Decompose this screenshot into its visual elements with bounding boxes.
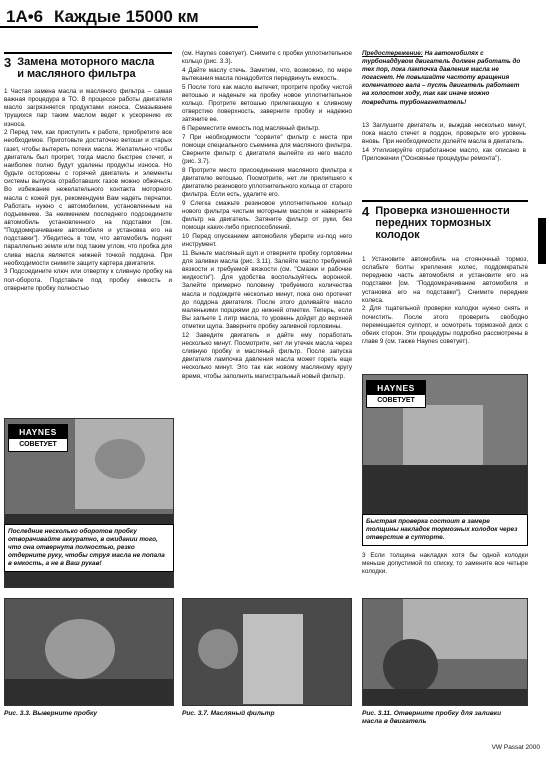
paragraph: 3 Если толщина накладки хотя бы одной колодки меньше допустимой по списку, то замените все четыре колодки. — [362, 552, 528, 576]
section-number: 3 — [4, 55, 12, 70]
section-title: Проверка изношенности — [375, 205, 510, 217]
paragraph: 8 Протрите место присоединения масляного фильтра к двигателю ветошью. Посмотрите, нет ли прилипшего к двигателю резинового уплотнительного кольца от старого фильтра. Если есть, удалите его. — [182, 166, 352, 199]
section-rule — [362, 200, 528, 202]
header-bar — [0, 2, 258, 28]
section-number: 4 — [362, 204, 370, 219]
paragraph: 1 Установите автомобиль на стояночный тормоз, ослабьте болты крепления колес, поддомкратьте переднюю часть автомобиля и установите его на подставки [см. "Поддомкрачивание автомобиля и установка его на подставки"]. Снимите передние колеса. — [362, 256, 528, 304]
section-4-heading — [362, 205, 528, 241]
chapter-side-tab — [538, 218, 546, 264]
figure-3-3-caption: Рис. 3.3. Выверните пробку — [4, 710, 98, 717]
page-header — [0, 0, 550, 38]
haynes-tip-text-left: Последние несколько оборотов пробку отворачивайте аккуратно, в ожидании того, что она отвернута полностью, резко отдерните руку, чтобы струя масла не попала в емкость, а не в Ваш рукав! — [4, 524, 174, 572]
figure-3-7-photo — [182, 598, 352, 706]
paragraph: 2 Перед тем, как приступить к работе, приобретите все необходимое. Приготовьте достаточно ветоши и старых газет, чтобы вытереть потеки масла. Желательно чтобы двигатель был прогрет, тогда масло быстрее стечет, и наиболее полно будут удалены продукты износа. Но будьте осторожны с горячей двигатель и элементы системы выпуска отработавших газов можно обжечься. Во избежание нежелательного контакта моторного масла с кожей рук, рекомендуем Вам надеть перчатки. Работать нужно с автомобилем, установленным на подъемнике. За неимением последнего подсоедините автомобиль установленного на подставки [см. "Поддомкрачивание автомобиля и установка его на подставки"]. Убедитесь в том, что автомобиль поднят параллельно земле или под таким углом, что пробка для слива масла является нижней точкой поддона. При необходимости снимите защиту картера двигателя. — [4, 129, 172, 267]
paragraph: 4 Дайте маслу стечь. Заметим, что, возможно, по мере вытекания масла понадобится передвинуть емкость. — [182, 66, 352, 82]
paragraph: 10 Перед опусканием автомобиля уберите из-под него инструмент. — [182, 232, 352, 249]
warning-text: На автомобилях с турбонаддувом двигатель должен работать до тех пор, пока лампочка давления масла не погаснет. Не повышайте частоту вращения коленчатого вала – пусть двигатель работает на холостом ходу, так как иначе можно повредить турбонагнетатель! — [362, 50, 521, 106]
paragraph: 3 Подсоедините ключ или отвертку к сливную пробку на пол-оборота. Подставьте под пробку емкость и отверните пробку полностью — [4, 268, 172, 292]
paragraph: 1 Частая замена масла и масляного фильтра – самая важная процедура в ТО. В процессе работы двигателя масло загрязняется продуктами износа. Смазывание трущихся пар таким маслом ведет к ускорению их износа. — [4, 88, 172, 128]
figure-3-7-caption: Рис. 3.7. Масляный фильтр — [182, 710, 275, 717]
column-1-text — [4, 88, 172, 293]
haynes-tip-text-right: Быстрая проверка состоит в замере толщины накладок тормозных колодок через отверстие в суппорте. — [362, 514, 528, 546]
warning-note — [362, 50, 526, 107]
paragraph: 14 Утилизируйте отработанное масло, как описано в Приложении ("Основные процедуры ремонта"). — [362, 146, 526, 163]
paragraph: 7 При необходимости "сорвите" фильтр с места при помощи специального съемника для масляного фильтра. Сверните фильтр с двигателя вылейте из него масло (рис. 3.7). — [182, 133, 352, 166]
section-title: колодок — [375, 229, 420, 241]
haynes-brand: HAYNES — [367, 381, 425, 395]
paragraph: 6 Переместите емкость под масляный фильтр. — [182, 124, 320, 132]
section-title: и масляного фильтра — [17, 68, 136, 80]
caption-line: Рис. 3.11. Отверните пробку для заливки — [362, 710, 502, 717]
paragraph: 12 Заведите двигатель и дайте ему поработать несколько минут. Посмотрите, нет ли утечек масла через сливную пробку и масляный фильтр. После запуска двигателя лампочка давления масла может гореть еще несколько минут. Это так как новому масляному кругу время, чтобы заполнить магистральный новый фильтр. — [182, 331, 352, 380]
caption-line: масла в двигатель — [362, 718, 427, 726]
paragraph: 9 Слегка смажьте резиновое уплотнительное кольцо нового фильтра чистым моторным маслом и наверните фильтр на двигатель. Затяните фильтр от руки, без помощи каких-либо приспособлений. — [182, 199, 352, 232]
section-title: Замена моторного масла — [17, 56, 155, 68]
haynes-tip-label: СОВЕТУЕТ — [377, 397, 415, 404]
column-3-text — [362, 122, 526, 164]
page-title: Каждые 15000 км — [54, 7, 199, 26]
figure-3-11-caption — [362, 710, 528, 727]
column-3-after-tip — [362, 552, 528, 577]
haynes-tip-badge — [8, 424, 68, 452]
haynes-tip-badge — [366, 380, 426, 408]
paragraph: 13 Заглушите двигатель и, выждав несколько минут, пока масло стечет в поддон, проверьте его уровень вновь. При необходимости долейте масла в двигатель. — [362, 122, 526, 146]
haynes-tip-label: СОВЕТУЕТ — [19, 441, 57, 448]
haynes-brand: HAYNES — [9, 425, 67, 439]
warning-label: Предостережение: — [362, 50, 423, 57]
figure-3-3-photo — [4, 598, 174, 706]
paragraph: 2 Для тщательной проверки колодки нужно снять и почистить. После этого проверить свободно перемещается суппорт, и осмотреть тормозной диск с обеих сторон. Эти процедуры подробно рассмотрены в главе 9 (см. также Haynes советует). — [362, 305, 528, 346]
paragraph: (см. Haynes советует). Снимите с пробки уплотнительное кольцо (рис. 3.3). — [182, 50, 352, 66]
section-3-heading — [4, 56, 174, 80]
page-footer: VW Passat 2000 — [491, 744, 540, 751]
figure-3-11-photo — [362, 598, 528, 706]
column-2-text — [182, 50, 352, 381]
section-title: передних тормозных — [375, 217, 492, 229]
page-section-code: 1A•6 — [6, 7, 44, 26]
paragraph: 5 После того как масло вытечет, протрите пробку чистой ветошью и наденьте на пробку новое уплотнительное кольцо. Протрите ветошью прилегающую к сливному отверстию поверхность, заверните пробку и надежно затяните ее. — [182, 83, 352, 124]
paragraph: 11 Выньте масляный щуп и отверните пробку горловины для заливки масла (рис. 3.11). Залейте масло требуемой вязкости и требуемой вязкости (см. "Смазки и рабочие жидкости"). Для удобства воспользуйтесь воронкой. Залейте примерно половину требуемого количества масла и подождите несколько минут, пока оно протечет до поддона двигателя. После этого доливайте масло маленькими порциями до нижней отметки. Теперь, если Вы зальете 1 литр масла, то уровень дойдет до верхней отметки щупа. Заверните пробку заливной горловины. — [182, 249, 352, 331]
section-rule — [4, 52, 172, 54]
column-3-section-4-text — [362, 256, 528, 347]
